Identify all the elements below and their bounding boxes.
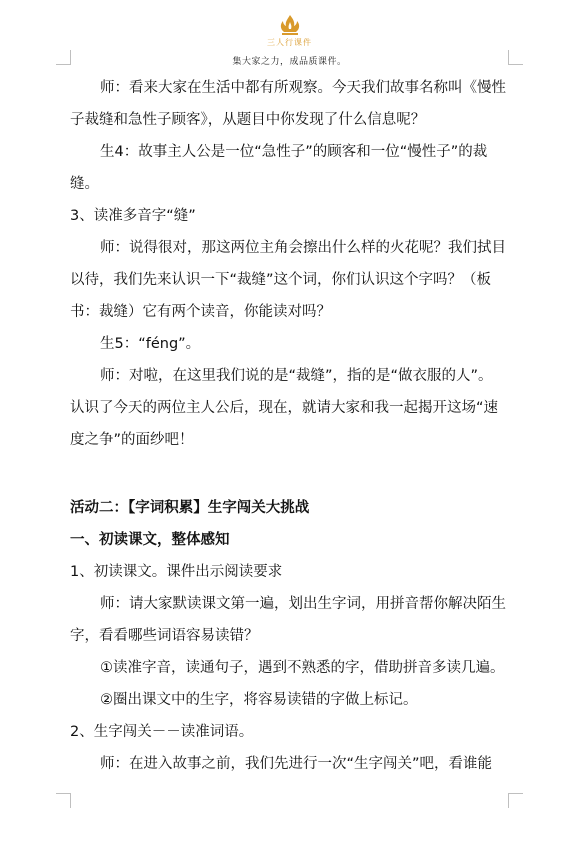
paragraph: 师：请大家默读课文第一遍，划出生字词，用拼音帮你解决陌生字，看看哪些词语容易读错？ xyxy=(70,596,506,644)
document-body xyxy=(70,72,506,780)
paragraph: 3、读准多音字“缝” xyxy=(70,208,196,224)
corner-mark-bottom-left xyxy=(56,793,71,808)
paragraph: 师：对啦，在这里我们说的是“裁缝”，指的是“做衣服的人”。认识了今天的两位主人公后，现在，就请大家和我一起揭开这场“速度之争”的面纱吧！ xyxy=(70,368,499,448)
page-header xyxy=(0,14,579,67)
header-slogan: 集大家之力，成品质课件。 xyxy=(232,57,347,67)
logo-text: 三人行课件 xyxy=(267,38,312,47)
paragraph: 师：说得很对，那这两位主角会擦出什么样的火花呢？我们拭目以待，我们先来认识一下“裁缝”这个词，你们认识这个字吗？（板书：裁缝）它有两个读音，你能读对吗？ xyxy=(70,240,506,320)
logo-flame-icon xyxy=(276,14,304,36)
list-item: ①读准字音，读通句子，遇到不熟悉的字，借助拼音多读几遍。 xyxy=(100,660,505,676)
list-item: ②圈出课文中的生字，将容易读错的字做上标记。 xyxy=(100,692,418,708)
section-heading: 活动二：【字词积累】生字闯关大挑战 xyxy=(70,499,310,516)
section-heading: 一、初读课文，整体感知 xyxy=(70,531,230,548)
paragraph: 师：看来大家在生活中都有所观察。今天我们故事名称叫《慢性子裁缝和急性子顾客》，从题目中你发现了什么信息呢？ xyxy=(70,80,506,128)
paragraph: 生5：“féng”。 xyxy=(100,336,201,352)
paragraph: 生4：故事主人公是一位“急性子”的顾客和一位“慢性子”的裁缝。 xyxy=(70,144,488,192)
paragraph: 1、初读课文。课件出示阅读要求 xyxy=(70,564,283,580)
spacer xyxy=(70,456,506,492)
paragraph: 2、生字闯关－－读准词语。 xyxy=(70,724,254,740)
corner-mark-bottom-right xyxy=(508,793,523,808)
paragraph: 师：在进入故事之前，我们先进行一次“生字闯关”吧，看谁能 xyxy=(100,756,493,772)
